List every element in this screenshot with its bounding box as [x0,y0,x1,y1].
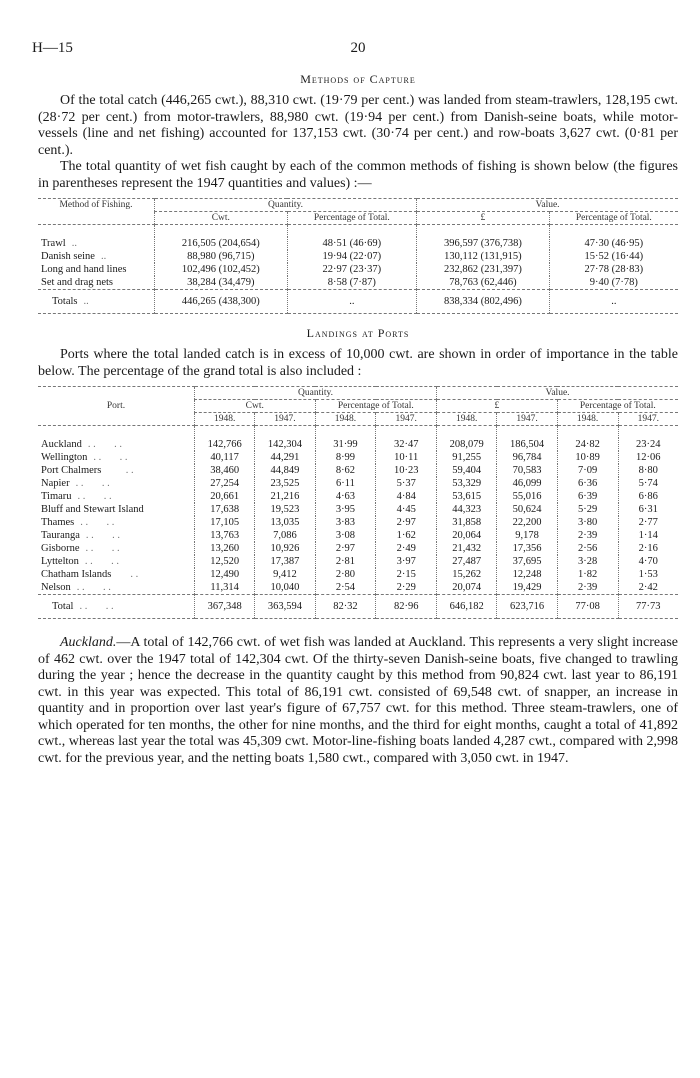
landings-table [38,386,678,619]
pct-1947-cell: 5·37 [376,477,437,490]
table-row: Thames . . . . 17,105 13,035 3·83 2·97 31,858 22,200 3·80 2·77 [38,516,678,529]
auckland-place: Auckland. [60,635,117,650]
cwt-1947-cell: 19,523 [255,503,315,516]
value-pct-1947-cell: 2·16 [618,542,678,555]
cwt-cell: 216,505 (204,654) [155,237,288,250]
pct-1948-cell: 4·63 [315,490,376,503]
totals-label: Total [52,601,74,612]
cwt-1947-cell: 7,086 [255,529,315,542]
pct-1947-cell: 2·97 [376,516,437,529]
methods-heading: Methods of Capture [300,72,416,86]
value-pct-1948-cell: 1·82 [557,568,618,581]
cwt-1947-cell: 44,291 [255,451,315,464]
port-name: Auckland [41,439,82,450]
value-pct-1947-cell: 2·42 [618,581,678,595]
table-row: Port Chalmers . . 38,460 44,849 8·62 10·23 59,404 70,583 7·09 8·80 [38,464,678,477]
value-cell: 396,597 (376,738) [417,237,550,250]
value-1948-cell: 15,262 [437,568,497,581]
value-1947-cell: 186,504 [497,438,557,451]
col-value: Value. [437,387,678,400]
table-row: Nelson . . . . 11,314 10,040 2·54 2·29 20,074 19,429 2·39 2·42 [38,581,678,595]
value-pct-1947-cell: 6·31 [618,503,678,516]
col-quantity: Quantity. [155,199,417,212]
col-cwt: Cwt. [155,212,288,225]
value-1947-cell: 37,695 [497,555,557,568]
table-row: Trawl .. 216,505 (204,654) 48·51 (46·69) 396,597 (376,738) 47·30 (46·95) [38,237,678,250]
cwt-1948-cell: 40,117 [195,451,255,464]
value-1947-cell: 12,248 [497,568,557,581]
method-name: Long and hand lines [41,264,127,275]
cwt-1948-cell: 13,260 [195,542,255,555]
value-1948-cell: 53,615 [437,490,497,503]
cwt-1948-cell: 20,661 [195,490,255,503]
totals-label: Totals [52,296,78,307]
value-1948-cell: 59,404 [437,464,497,477]
cwt-cell: 88,980 (96,715) [155,250,288,263]
col-port: Port. [38,387,195,426]
table-row: Napier . . . . 27,254 23,525 6·11 5·37 53,329 46,099 6·36 5·74 [38,477,678,490]
port-name: Chatham Islands [41,569,112,580]
value-1948-cell: 53,329 [437,477,497,490]
cwt-1947-cell: 23,525 [255,477,315,490]
page-reference: H—15 [32,40,73,56]
value-1947-cell: 9,178 [497,529,557,542]
col-value-percentage: Percentage of Total. [557,400,678,413]
value-pct-cell: 9·40 (7·78) [549,276,678,290]
table-row: Gisborne . . . . 13,260 10,926 2·97 2·49 21,432 17,356 2·56 2·16 [38,542,678,555]
value-pct-1948-cell: 6·39 [557,490,618,503]
value-1948-cell: 44,323 [437,503,497,516]
value-pct-1948-cell: 5·29 [557,503,618,516]
col-percentage: Percentage of Total. [315,400,437,413]
year-1948: 1948. [437,413,497,426]
methods-paragraph-1: Of the total catch (446,265 cwt.), 88,310 cwt. (19·79 per cent.) was landed from steam-trawlers, 128,195 cwt. (28·72 per cent.) from motor-trawlers, 88,980 cwt. (19·94 per cent.) from Danish-seine boats, while motor-vessels (line and net fishing) accounted for 137,153 cwt. (30·74 per cent.) and row-boats 3,627 cwt. (0·81 per cent.). [38,93,678,158]
value-1947-cell: 46,099 [497,477,557,490]
cwt-1947-cell: 21,216 [255,490,315,503]
col-value-percentage: Percentage of Total. [549,212,678,225]
value-1948-cell: 646,182 [437,595,497,619]
year-1948: 1948. [557,413,618,426]
value-pct-1947-cell: 4·70 [618,555,678,568]
cwt-1948-cell: 11,314 [195,581,255,595]
totals-row: Total . . . . 367,348 363,594 82·32 82·96 646,182 623,716 77·08 77·73 [38,595,678,619]
pct-1947-cell: 3·97 [376,555,437,568]
col-percentage: Percentage of Total. [287,212,417,225]
value-cell: 232,862 (231,397) [417,263,550,276]
value-1948-cell: 20,064 [437,529,497,542]
pct-1948-cell: 31·99 [315,438,376,451]
pct-cell: 19·94 (22·07) [287,250,417,263]
cwt-1948-cell: 12,520 [195,555,255,568]
value-1948-cell: 91,255 [437,451,497,464]
value-pct-1947-cell: 1·14 [618,529,678,542]
table-row [38,276,678,290]
cwt-1947-cell: 17,387 [255,555,315,568]
cwt-1948-cell: 13,763 [195,529,255,542]
port-name: Nelson [41,582,71,593]
value-pct-1948-cell: 10·89 [557,451,618,464]
value-1947-cell: 17,356 [497,542,557,555]
cwt-1947-cell: 10,040 [255,581,315,595]
value-pct-1948-cell: 7·09 [557,464,618,477]
cwt-1948-cell: 142,766 [195,438,255,451]
value-pct-1947-cell: 1·53 [618,568,678,581]
document-page [32,40,678,767]
value-pct-1948-cell: 2·39 [557,529,618,542]
table-row: Chatham Islands . . 12,490 9,412 2·80 2·15 15,262 12,248 1·82 1·53 [38,568,678,581]
value-1947-cell: 623,716 [497,595,557,619]
pct-1947-cell: 4·84 [376,490,437,503]
year-1947: 1947. [497,413,557,426]
port-name: Lyttelton [41,556,79,567]
value-1947-cell: 96,784 [497,451,557,464]
year-1948: 1948. [195,413,255,426]
col-pound: £ [417,212,550,225]
value-pct-1947-cell: 77·73 [618,595,678,619]
year-1947: 1947. [255,413,315,426]
value-pct-cell: 27·78 (28·83) [549,263,678,276]
value-1948-cell: 20,074 [437,581,497,595]
auckland-text: —A total of 142,766 cwt. of wet fish was landed at Auckland. This represents a very slight increase of 462 cwt. over the 1947 total of 142,304 cwt. Of the thirty-seven Danish-seine boats, five changed to trawling during the year ; hence the decrease in the quantity caught by this method from 90,824 cwt. last year to 86,191 cwt. in this year was expected. This total of 86,191 cwt. consisted of 69,548 cwt. of snapper, an increase in quantity and in proportion over last year's figure of 67,757 cwt. for this method. Three steam-trawlers, one of which operated for ten months, the other for nine months, and the third for eight months, caught a total of 41,892 cwt., whereas last year the total was 45,309 cwt. Motor-line-fishing boats landed 4,287 cwt., compared with 2,998 cwt. for the previous year, and the netting boats 1,580 cwt., compared with 3,050 cwt. in 1947. [38,635,678,766]
pct-1947-cell: 4·45 [376,503,437,516]
value-pct-1948-cell: 2·39 [557,581,618,595]
value-1948-cell: 21,432 [437,542,497,555]
pct-1948-cell: 6·11 [315,477,376,490]
col-quantity: Quantity. [195,387,437,400]
port-name: Napier [41,478,70,489]
value-pct-1947-cell: 6·86 [618,490,678,503]
value-1947-cell: 19,429 [497,581,557,595]
value-pct-cell: .. [549,290,678,314]
pct-cell: .. [287,290,417,314]
value-pct-1947-cell: 5·74 [618,477,678,490]
pct-1947-cell: 10·11 [376,451,437,464]
pct-1947-cell: 82·96 [376,595,437,619]
pct-1948-cell: 2·54 [315,581,376,595]
value-1947-cell: 22,200 [497,516,557,529]
port-name: Gisborne [41,543,80,554]
col-value: Value. [417,199,678,212]
pct-1948-cell: 3·95 [315,503,376,516]
pct-1948-cell: 3·08 [315,529,376,542]
port-name: Thames [41,517,75,528]
cwt-1948-cell: 367,348 [195,595,255,619]
pct-cell: 22·97 (23·37) [287,263,417,276]
cwt-1947-cell: 44,849 [255,464,315,477]
table-row: Wellington . . . . 40,117 44,291 8·99 10·11 91,255 96,784 10·89 12·06 [38,451,678,464]
value-pct-1948-cell: 77·08 [557,595,618,619]
pct-1947-cell: 2·29 [376,581,437,595]
landings-heading: Landings at Ports [306,326,410,340]
pct-1948-cell: 82·32 [315,595,376,619]
table-row [38,503,678,516]
port-name: Port Chalmers [41,465,102,476]
port-name: Wellington [41,452,88,463]
value-pct-1947-cell: 8·80 [618,464,678,477]
value-pct-1947-cell: 23·24 [618,438,678,451]
year-1947: 1947. [618,413,678,426]
pct-cell: 8·58 (7·87) [287,276,417,290]
landings-intro: Ports where the total landed catch is in excess of 10,000 cwt. are shown in order of importance in the table below. The percentage of the grand total is also included : [38,347,678,379]
port-name: Tauranga [41,530,80,541]
col-cwt: Cwt. [195,400,316,413]
cwt-cell: 102,496 (102,452) [155,263,288,276]
pct-1947-cell: 32·47 [376,438,437,451]
pct-1947-cell: 2·49 [376,542,437,555]
year-1948: 1948. [315,413,376,426]
cwt-cell: 446,265 (438,300) [155,290,288,314]
cwt-1947-cell: 363,594 [255,595,315,619]
pct-1947-cell: 10·23 [376,464,437,477]
value-pct-cell: 15·52 (16·44) [549,250,678,263]
method-name: Set and drag nets [41,277,114,288]
col-method: Method of Fishing. [38,199,155,225]
auckland-paragraph [38,635,678,767]
pct-1948-cell: 2·80 [315,568,376,581]
page-header [32,40,678,62]
value-pct-1947-cell: 2·77 [618,516,678,529]
value-1948-cell: 208,079 [437,438,497,451]
value-pct-cell: 47·30 (46·95) [549,237,678,250]
cwt-1947-cell: 13,035 [255,516,315,529]
value-1948-cell: 31,858 [437,516,497,529]
value-pct-1948-cell: 24·82 [557,438,618,451]
cwt-1947-cell: 142,304 [255,438,315,451]
pct-1948-cell: 2·97 [315,542,376,555]
table-row: Lyttelton . . . . 12,520 17,387 2·81 3·97 27,487 37,695 3·28 4·70 [38,555,678,568]
cwt-1948-cell: 27,254 [195,477,255,490]
method-name: Trawl [41,238,66,249]
pct-cell: 48·51 (46·69) [287,237,417,250]
year-1947: 1947. [376,413,437,426]
pct-1948-cell: 3·83 [315,516,376,529]
table-row: Timaru . . . . 20,661 21,216 4·63 4·84 53,615 55,016 6·39 6·86 [38,490,678,503]
value-cell: 838,334 (802,496) [417,290,550,314]
cwt-1947-cell: 10,926 [255,542,315,555]
port-name: Bluff and Stewart Island [41,504,144,515]
col-pound: £ [437,400,558,413]
value-pct-1948-cell: 3·28 [557,555,618,568]
cwt-1948-cell: 17,105 [195,516,255,529]
table-row: Auckland . . . . 142,766 142,304 31·99 32·47 208,079 186,504 24·82 23·24 [38,438,678,451]
cwt-1948-cell: 17,638 [195,503,255,516]
port-name: Timaru [41,491,72,502]
page-number: 20 [350,40,366,56]
value-pct-1948-cell: 6·36 [557,477,618,490]
value-pct-1948-cell: 3·80 [557,516,618,529]
pct-1948-cell: 8·62 [315,464,376,477]
table-row: Danish seine .. 88,980 (96,715) 19·94 (22·07) 130,112 (131,915) 15·52 (16·44) [38,250,678,263]
cwt-1947-cell: 9,412 [255,568,315,581]
cwt-1948-cell: 12,490 [195,568,255,581]
table-row: Tauranga . . . . 13,763 7,086 3·08 1·62 20,064 9,178 2·39 1·14 [38,529,678,542]
pct-1947-cell: 2·15 [376,568,437,581]
pct-1948-cell: 2·81 [315,555,376,568]
method-name: Danish seine [41,251,95,262]
value-cell: 78,763 (62,446) [417,276,550,290]
methods-table [38,198,678,314]
value-1947-cell: 55,016 [497,490,557,503]
value-1947-cell: 70,583 [497,464,557,477]
cwt-1948-cell: 38,460 [195,464,255,477]
methods-paragraph-2: The total quantity of wet fish caught by each of the common methods of fishing is shown below (the figures in parentheses represent the 1947 quantities and values) :— [38,159,678,191]
value-cell: 130,112 (131,915) [417,250,550,263]
cwt-cell: 38,284 (34,479) [155,276,288,290]
value-pct-1947-cell: 12·06 [618,451,678,464]
value-1948-cell: 27,487 [437,555,497,568]
value-pct-1948-cell: 2·56 [557,542,618,555]
pct-1947-cell: 1·62 [376,529,437,542]
totals-row: Totals .. 446,265 (438,300) .. 838,334 (802,496) .. [38,290,678,314]
value-1947-cell: 50,624 [497,503,557,516]
pct-1948-cell: 8·99 [315,451,376,464]
table-row [38,263,678,276]
